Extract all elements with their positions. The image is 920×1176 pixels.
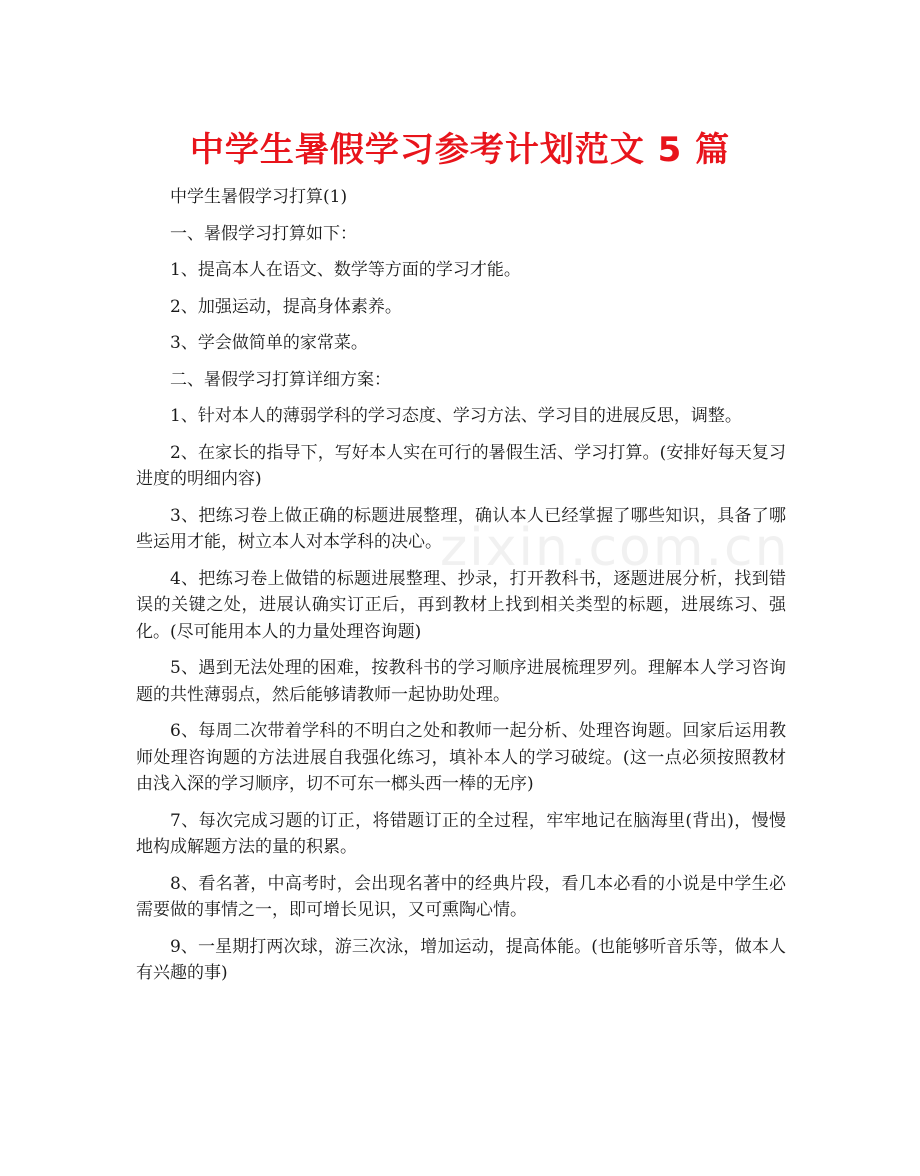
paragraph: 3、学会做简单的家常菜。 <box>170 333 368 353</box>
paragraph: 5、遇到无法处理的困难，按教科书的学习顺序进展梳理罗列。理解本人学习咨询题的共性薄弱点，然后能够请教师一起协助处理。 <box>136 658 786 705</box>
paragraph: 8、看名著，中高考时，会出现名著中的经典片段，看几本必看的小说是中学生必需要做的事情之一，即可增长见识，又可熏陶心情。 <box>136 873 786 920</box>
paragraph: 中学生暑假学习打算(1) <box>170 187 348 207</box>
paragraph: 二、暑假学习打算详细方案： <box>170 369 391 390</box>
document-title: 中学生暑假学习参考计划范文 5 篇 <box>189 130 731 170</box>
paragraph: 7、每次完成习题的订正，将错题订正的全过程，牢牢地记在脑海里(背出)，慢慢地构成解题方法的量的积累。 <box>136 810 786 857</box>
paragraph: 3、把练习卷上做正确的标题进展整理，确认本人已经掌握了哪些知识，具备了哪些运用才能，树立本人对本学科的决心。 <box>136 505 786 552</box>
document-body <box>136 184 786 997</box>
paragraph: 1、针对本人的薄弱学科的学习态度、学习方法、学习目的进展反思，调整。 <box>170 406 742 426</box>
paragraph: 2、在家长的指导下，写好本人实在可行的暑假生活、学习打算。(安排好每天复习进度的明细内容) <box>136 442 786 489</box>
paragraph: 9、一星期打两次球，游三次泳，增加运动，提高体能。(也能够听音乐等，做本人有兴趣的事) <box>136 936 786 983</box>
paragraph: 2、加强运动，提高身体素养。 <box>170 296 402 317</box>
paragraph: 1、提高本人在语文、数学等方面的学习才能。 <box>170 260 521 280</box>
paragraph: 6、每周二次带着学科的不明白之处和教师一起分析、处理咨询题。回家后运用教师处理咨询题的方法进展自我强化练习，填补本人的学习破绽。(这一点必须按照教材由浅入深的学习顺序，切不可东一榔头西一棒的无序) <box>136 721 786 794</box>
watermark: zixin.com.cn <box>440 518 790 578</box>
paragraph: 4、把练习卷上做错的标题进展整理、抄录，打开教科书，逐题进展分析，找到错误的关键之处，进展认确实订正后，再到教材上找到相关类型的标题，进展练习、强化。(尽可能用本人的力量处理咨询题) <box>136 568 786 642</box>
paragraph: 一、暑假学习打算如下： <box>170 223 357 244</box>
